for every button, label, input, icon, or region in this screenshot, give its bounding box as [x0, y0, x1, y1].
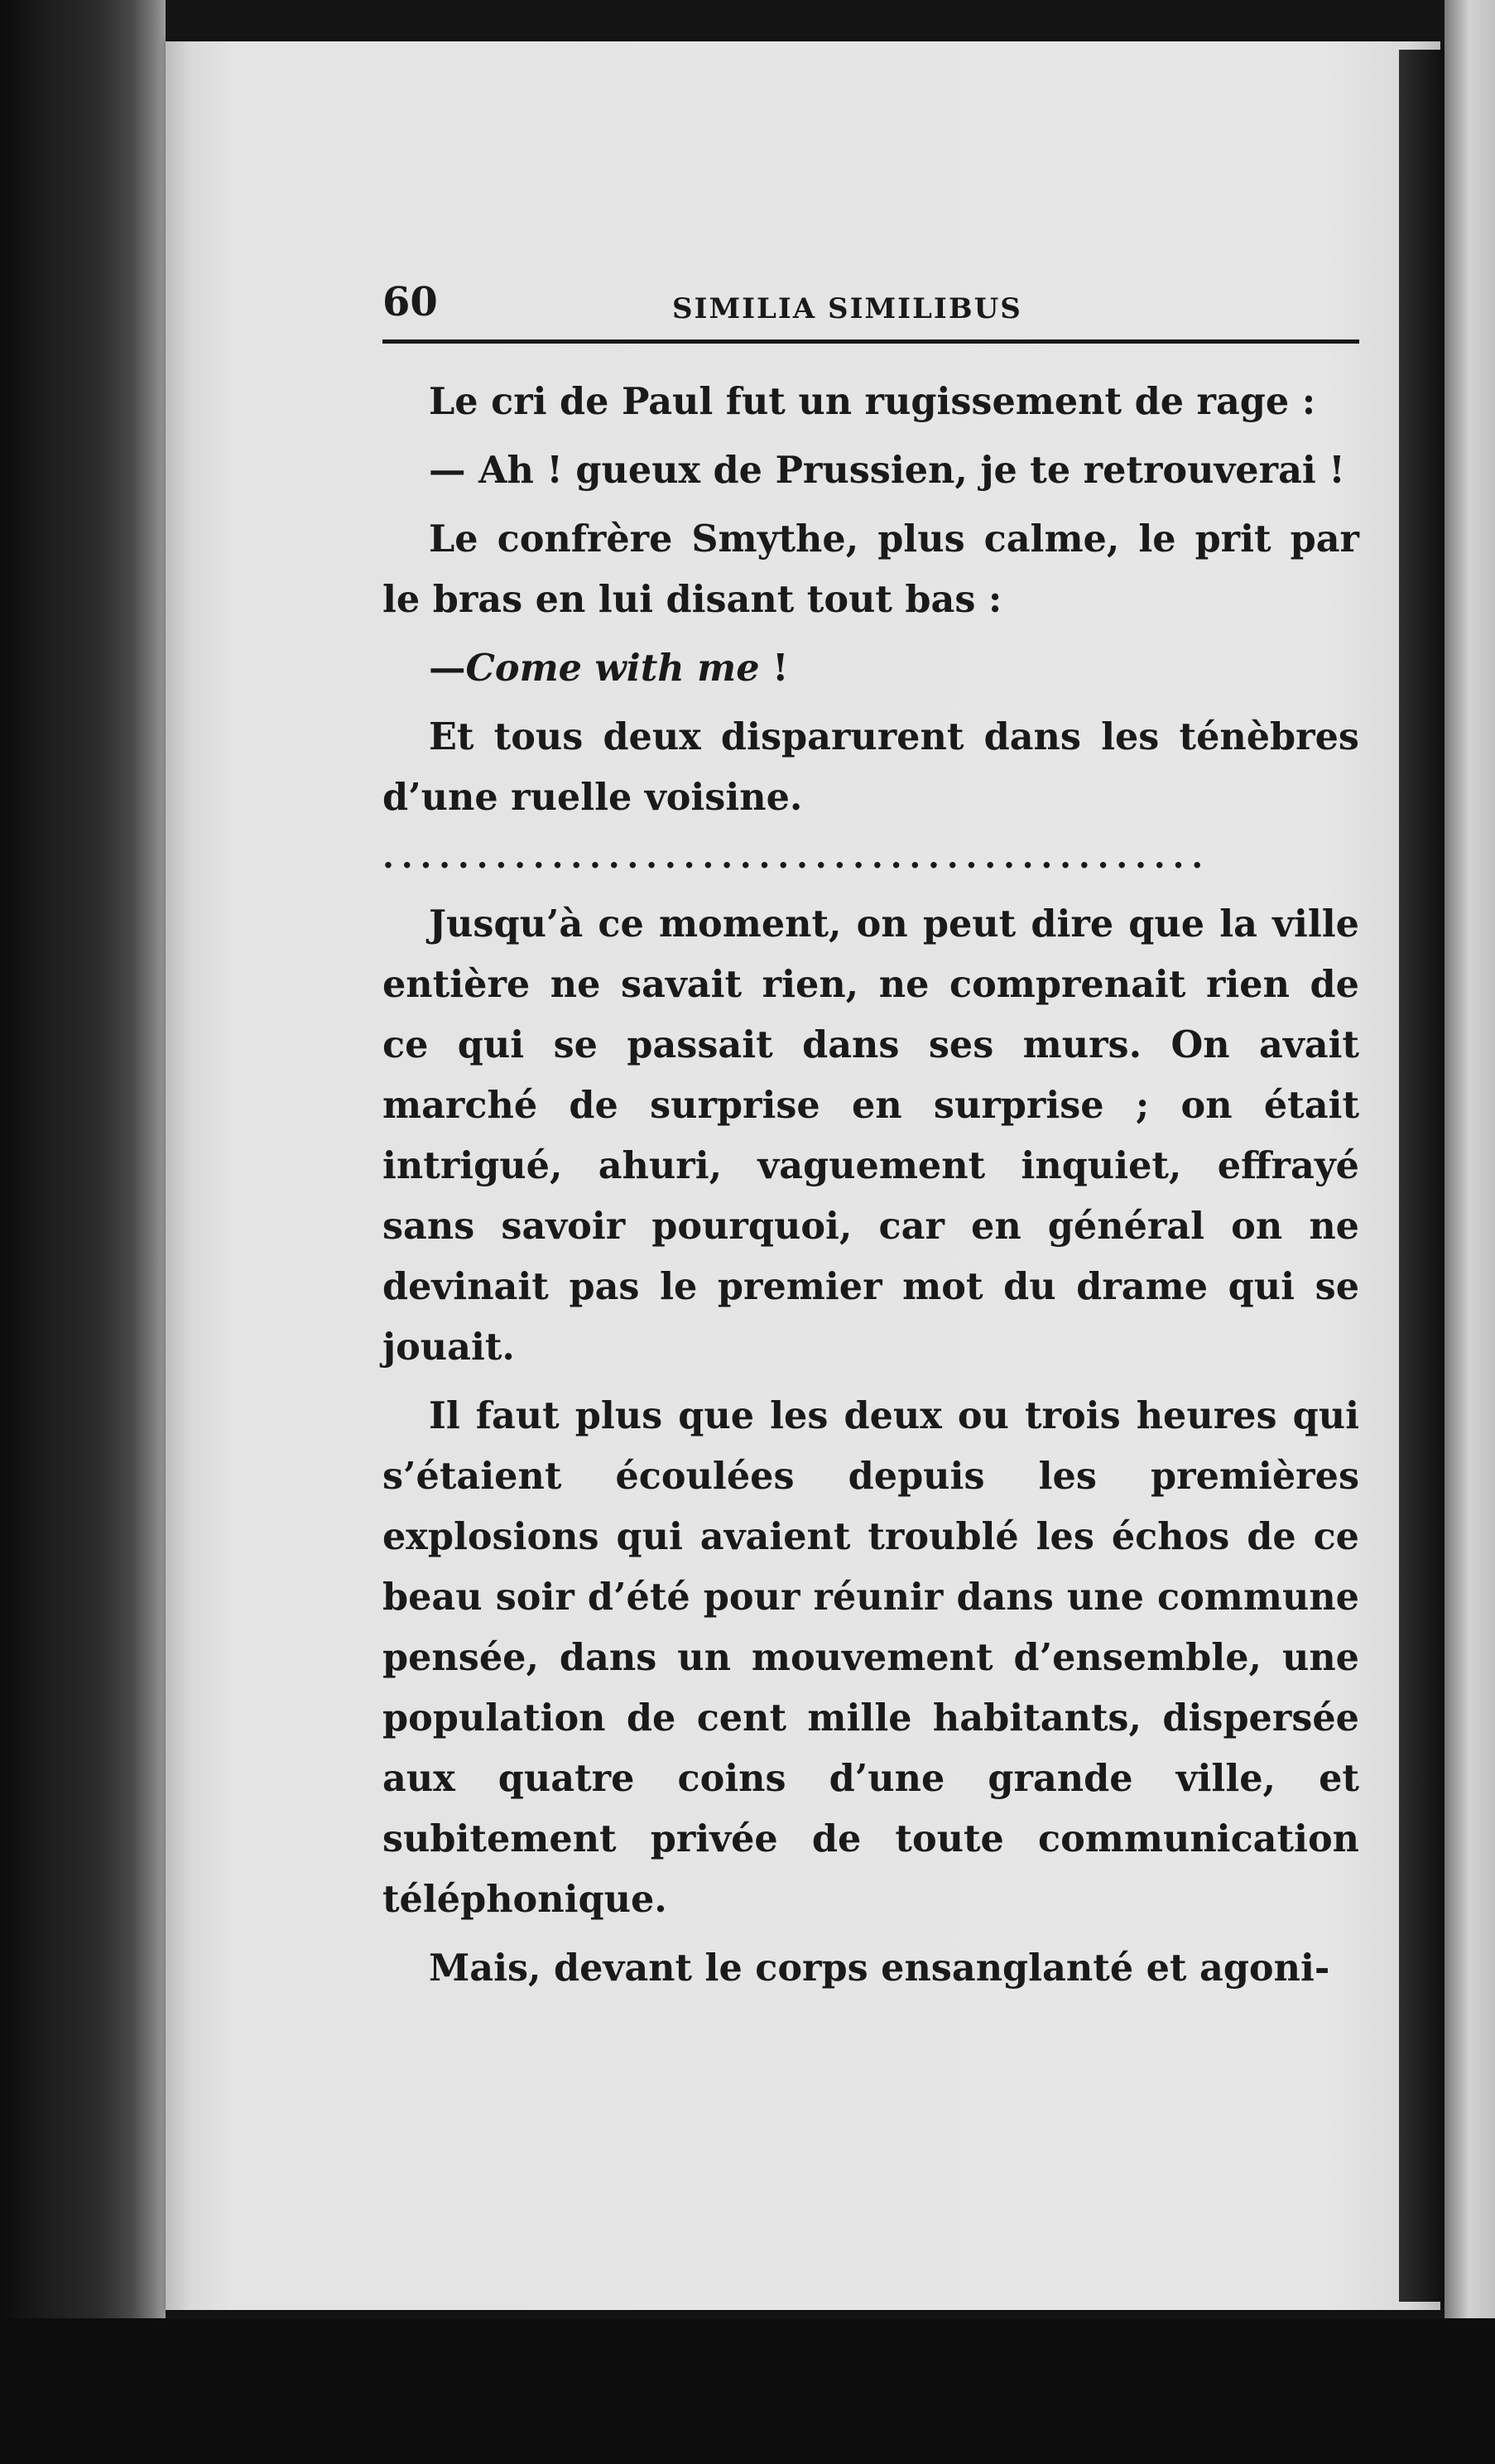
paragraph: Le confrère Smythe, plus calme, le prit par le bras en lui disant tout bas :: [382, 517, 1359, 621]
section-separator: ............................................: [382, 837, 1210, 876]
paragraph: Mais, devant le corps ensanglanté et agoni-: [429, 1947, 1330, 1990]
paragraph: Il faut plus que les deux ou trois heures qui s’étaient écoulées depuis les premières explosions qui avaient troublé les échos de ce beau soir d’été pour réunir dans une commune pensée, dans un mouvement d’ensemble, une population de cent mille habitants, dispersée aux quatre coins d’une grande ville, et subitement privée de toute communication téléphonique.: [382, 1394, 1359, 1921]
dialogue-dash: —: [429, 647, 466, 690]
paragraph: [382, 638, 1359, 699]
paragraph: Jusqu’à ce moment, on peut dire que la ville entière ne savait rien, ne comprenait rien de ce qui se passait dans ses murs. On avait marché de surprise en surprise ; on était intrigué, ahuri, vaguement inquiet, effrayé sans savoir pourquoi, car en général on ne devinait pas le premier mot du drame qui se jouait.: [382, 902, 1359, 1369]
header-rule: [382, 339, 1359, 344]
running-title: SIMILIA SIMILIBUS: [672, 292, 1022, 325]
paragraph: — Ah ! gueux de Prussien, je te retrouverai !: [429, 449, 1345, 492]
italic-phrase: Come with me: [465, 647, 760, 690]
page-number: 60: [382, 279, 438, 325]
paragraph: Le cri de Paul fut un rugissement de rage :: [429, 380, 1316, 423]
page-content: [382, 273, 1359, 2007]
adjacent-page-edge: [1445, 0, 1495, 2464]
scan-background: [0, 2318, 1495, 2464]
paragraph: Et tous deux disparurent dans les ténèbres d’une ruelle voisine.: [382, 715, 1359, 819]
book-binding: [0, 0, 166, 2464]
page-edge-shadow: [1399, 50, 1445, 2302]
page-header: [382, 273, 1359, 331]
paragraph-end: !: [759, 647, 789, 690]
body-text: [382, 372, 1359, 1999]
